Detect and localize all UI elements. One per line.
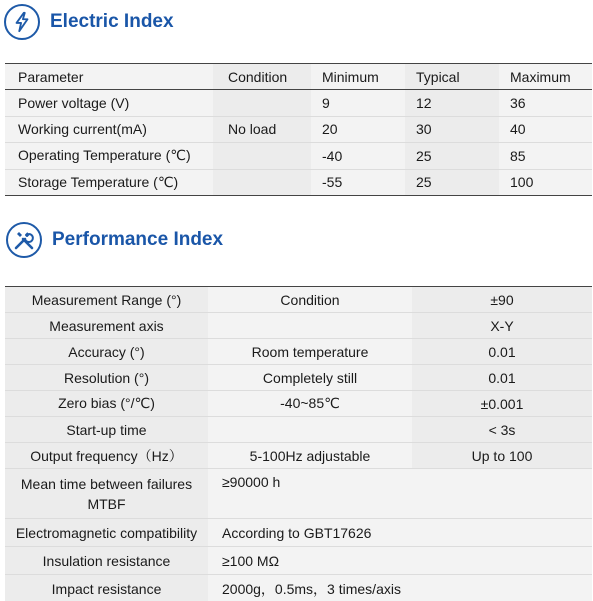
performance-index-table	[5, 286, 592, 601]
maximum-cell: 85	[499, 143, 592, 168]
param-cell: Output frequency（Hz）	[5, 443, 208, 468]
condition-cell: Room temperature	[208, 339, 412, 364]
param-cell: Accuracy (°)	[5, 339, 208, 364]
table-row	[5, 519, 592, 547]
condition-cell: No load	[213, 117, 311, 142]
maximum-cell: 100	[499, 170, 592, 195]
value-cell: Up to 100	[412, 443, 592, 468]
table-header-row	[5, 64, 592, 90]
typical-cell: 30	[405, 117, 499, 142]
header-maximum: Maximum	[499, 64, 592, 89]
minimum-cell: -55	[311, 170, 405, 195]
maximum-cell: 36	[499, 90, 592, 115]
table-row	[5, 391, 592, 417]
param-cell: Zero bias (°/℃)	[5, 391, 208, 416]
param-cell: Operating Temperature (℃)	[5, 143, 213, 168]
minimum-cell: 9	[311, 90, 405, 115]
table-row	[5, 117, 592, 143]
table-row	[5, 90, 592, 116]
value-cell: 0.01	[412, 339, 592, 364]
value-cell: 0.01	[412, 365, 592, 390]
condition-cell: -40~85℃	[208, 391, 412, 416]
table-row	[5, 443, 592, 469]
value-cell: X-Y	[412, 313, 592, 338]
param-cell: Storage Temperature (℃)	[5, 170, 213, 195]
value-cell: ±0.001	[412, 391, 592, 416]
table-row	[5, 547, 592, 575]
value-cell: < 3s	[412, 417, 592, 442]
value-cell: ≥100 MΩ	[208, 547, 592, 574]
condition-cell: Completely still	[208, 365, 412, 390]
param-cell: Impact resistance	[5, 575, 208, 601]
param-cell: Working current(mA)	[5, 117, 213, 142]
param-cell: Measurement axis	[5, 313, 208, 338]
param-cell: Insulation resistance	[5, 547, 208, 574]
table-row	[5, 170, 592, 196]
electric-index-table	[5, 63, 592, 196]
param-cell: Resolution (°)	[5, 365, 208, 390]
minimum-cell: -40	[311, 143, 405, 168]
typical-cell: 12	[405, 90, 499, 115]
performance-index-header	[6, 220, 223, 260]
header-condition: Condition	[213, 64, 311, 89]
table-row	[5, 365, 592, 391]
mtbf-label-line1: Mean time between failures	[20, 475, 193, 492]
table-row	[5, 575, 592, 601]
param-cell: Measurement Range (°)	[5, 287, 208, 312]
param-cell: Power voltage (V)	[5, 90, 213, 115]
mtbf-label	[5, 469, 208, 518]
table-row	[5, 313, 592, 339]
header-minimum: Minimum	[311, 64, 405, 89]
electric-index-title: Electric Index	[50, 11, 174, 32]
value-cell: According to GBT17626	[208, 519, 592, 546]
header-typical: Typical	[405, 64, 499, 89]
performance-index-title: Performance Index	[52, 229, 224, 250]
table-row	[5, 417, 592, 443]
table-row	[5, 287, 592, 313]
table-row	[5, 469, 592, 519]
param-cell: Electromagnetic compatibility	[5, 519, 208, 546]
value-cell: 2000g，0.5ms，3 times/axis	[208, 575, 592, 601]
table-row	[5, 143, 592, 169]
condition-cell: 5-100Hz adjustable	[208, 443, 412, 468]
condition-cell	[213, 90, 311, 115]
condition-cell	[213, 170, 311, 195]
value-cell: ≥90000 h	[208, 469, 592, 518]
header-parameter: Parameter	[5, 64, 213, 89]
typical-cell: 25	[405, 170, 499, 195]
condition-cell	[213, 143, 311, 168]
value-cell: ±90	[412, 287, 592, 312]
lightning-icon	[4, 4, 40, 40]
condition-cell	[208, 417, 412, 442]
electric-index-header	[4, 2, 174, 42]
param-cell: Start-up time	[5, 417, 208, 442]
table-row	[5, 339, 592, 365]
typical-cell: 25	[405, 143, 499, 168]
condition-cell	[208, 313, 412, 338]
mtbf-label-line2: MTBF	[87, 495, 126, 512]
condition-cell: Condition	[208, 287, 412, 312]
maximum-cell: 40	[499, 117, 592, 142]
tools-icon	[6, 222, 42, 258]
minimum-cell: 20	[311, 117, 405, 142]
